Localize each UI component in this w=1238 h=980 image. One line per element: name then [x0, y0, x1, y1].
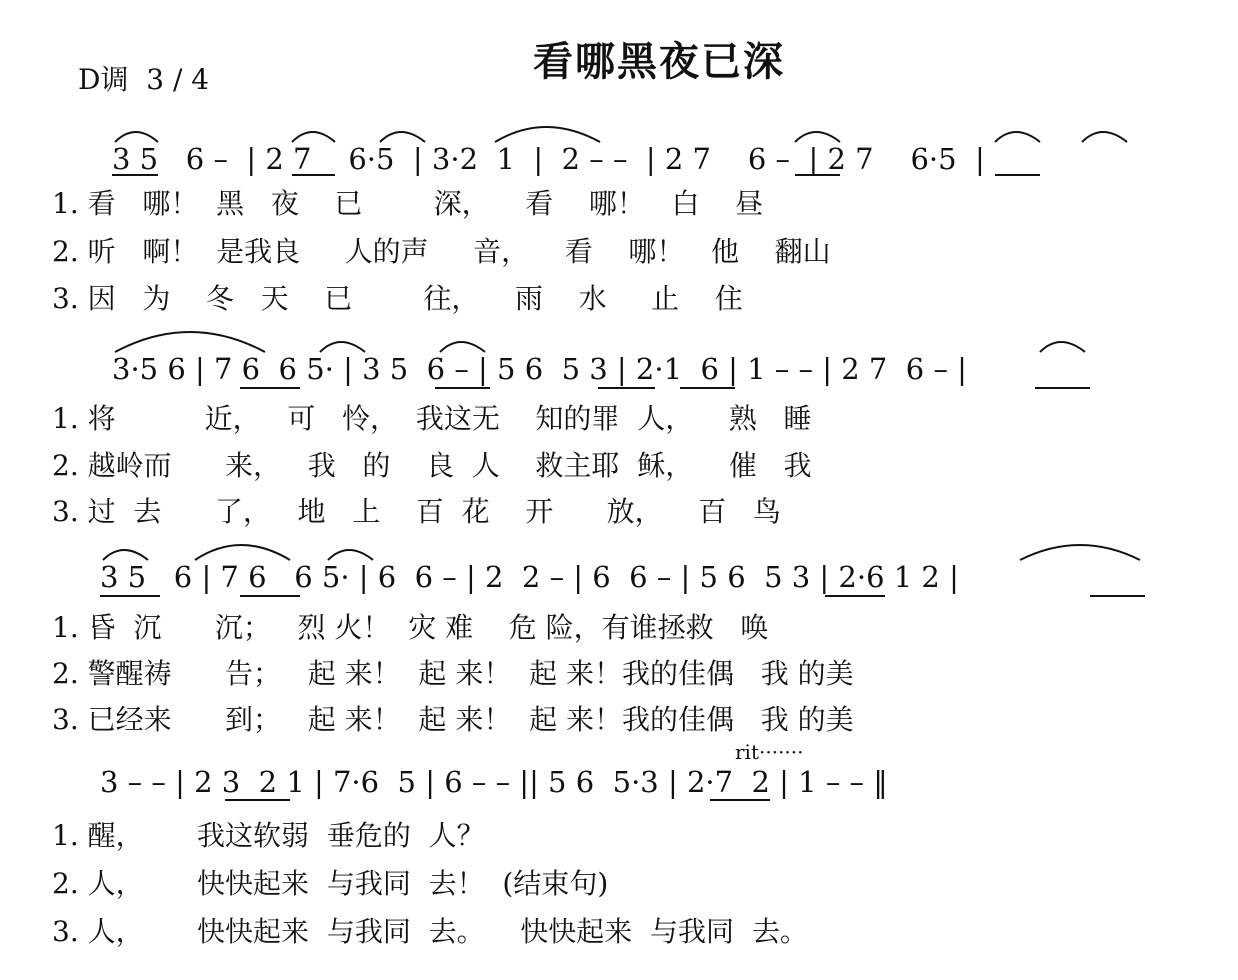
lyric-line-1-1: 1. 看 哪！ 黑 夜 已 深， 看 哪！ 白 昼: [52, 187, 764, 220]
lyric-line-3-1: 1. 昏 沉 沉； 烈 火！ 灾 难 危 险，有谁拯救 唤: [52, 611, 769, 644]
lyric-line-2-3: 3. 过 去 了， 地 上 百 花 开 放， 百 鸟: [52, 495, 781, 528]
tempo-marking: rit·······: [735, 740, 804, 764]
lyric-line-2-2: 2. 越岭而 来， 我 的 良 人 救主耶 稣， 催 我: [52, 449, 812, 482]
lyric-line-3-2: 2. 警醒祷 告； 起 来！ 起 来！ 起 来！我的佳偶 我 的美: [52, 657, 854, 690]
lyric-line-1-2: 2. 听 啊！ 是我良 人的声 音， 看 哪！ 他 翻山: [52, 235, 831, 268]
notation-line-1: 3 5 6 – | 2 7 6·5 | 3·2 1 | 2 – – | 2 7 6 – | 2 7 6·5 |: [112, 142, 985, 176]
lyric-line-2-1: 1. 将 近， 可 怜， 我这无 知的罪 人， 熟 睡: [52, 402, 812, 435]
page-title: 看哪黑夜已深: [533, 39, 785, 85]
notation-line-4: 3 – – | 2 3 2 1 | 7·6 5 | 6 – – || 5 6 5·3 | 2·7 2 | 1 – – ‖: [100, 765, 888, 799]
lyric-line-3-3: 3. 已经来 到； 起 来！ 起 来！ 起 来！我的佳偶 我 的美: [52, 703, 854, 736]
lyric-line-4-2: 2. 人， 快快起来 与我同 去！ (结束句): [52, 867, 609, 900]
lyric-line-4-3: 3. 人， 快快起来 与我同 去。 快快起来 与我同 去。: [52, 915, 808, 948]
notation-line-2: 3·5 6 | 7 6 6 5· | 3 5 6 – | 5 6 5 3 | 2·1 6 | 1 – – | 2 7 6 – |: [112, 352, 967, 386]
notation-line-3: 3 5 6 | 7 6 6 5· | 6 6 – | 2 2 – | 6 6 – | 5 6 5 3 | 2·6 1 2 |: [100, 560, 959, 594]
lyric-line-1-3: 3. 因 为 冬 天 已 往， 雨 水 止 住: [52, 282, 743, 315]
lyric-line-4-1: 1. 醒， 我这软弱 垂危的 人？: [52, 819, 485, 852]
key-signature: D调 3 / 4: [78, 63, 210, 96]
